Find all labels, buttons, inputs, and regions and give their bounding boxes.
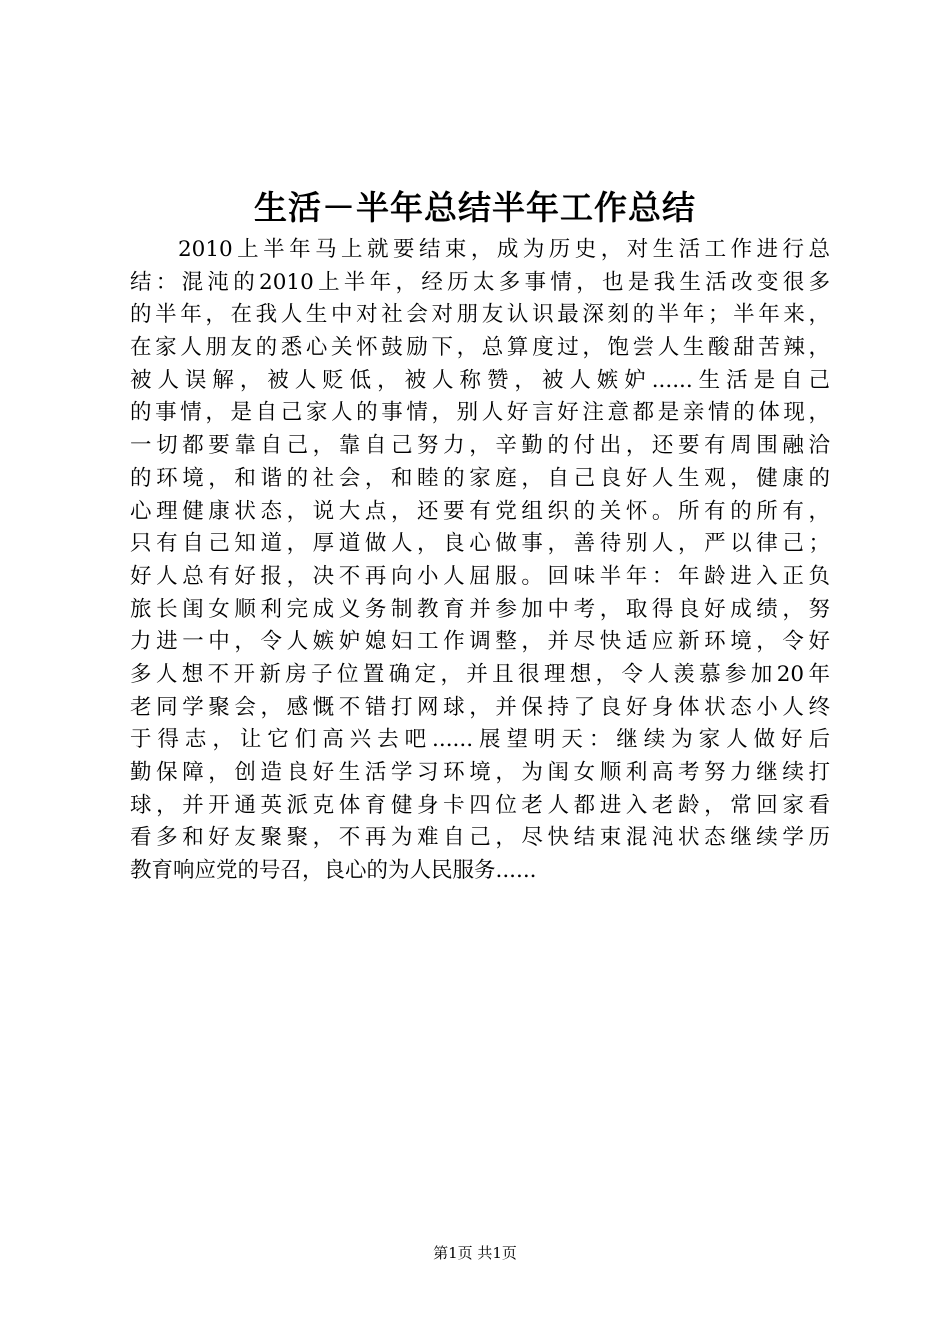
body-line: 的事情，是自己家人的事情，别人好言好注意都是亲情的体现， — [130, 400, 830, 426]
body-line: 多人想不开新房子位置确定，并且很理想，令人羡慕参加20年 — [130, 661, 830, 687]
body-line: 球，并开通英派克体育健身卡四位老人都进入老龄，常回家看 — [130, 792, 830, 818]
body-line: 老同学聚会，感慨不错打网球，并保持了良好身体状态小人终 — [130, 694, 830, 720]
body-line: 看多和好友聚聚，不再为难自己，尽快结束混沌状态继续学历 — [130, 825, 830, 851]
body-line: 2010上半年马上就要结束，成为历史，对生活工作进行总 — [178, 237, 830, 262]
body-line: 旅长闺女顺利完成义务制教育并参加中考，取得良好成绩，努 — [130, 596, 830, 622]
body-line: 被人误解，被人贬低，被人称赞，被人嫉妒......生活是自己 — [130, 367, 830, 393]
document-title: 生活－半年总结半年工作总结 — [254, 188, 696, 227]
body-line: 只有自己知道，厚道做人，良心做事，善待别人，严以律己； — [130, 531, 830, 557]
body-line: 在家人朋友的悉心关怀鼓励下，总算度过，饱尝人生酸甜苦辣， — [130, 335, 830, 361]
body-line: 教育响应党的号召，良心的为人民服务...... — [130, 858, 537, 884]
body-line: 勤保障，创造良好生活学习环境，为闺女顺利高考努力继续打 — [130, 760, 830, 785]
body-line: 的环境，和谐的社会，和睦的家庭，自己良好人生观，健康的 — [130, 465, 830, 491]
document-body — [130, 234, 830, 888]
body-line: 好人总有好报，决不再向小人屈服。回味半年：年龄进入正负 — [130, 563, 830, 589]
body-line: 心理健康状态，说大点，还要有党组织的关怀。所有的所有， — [130, 498, 830, 524]
body-line: 的半年，在我人生中对社会对朋友认识最深刻的半年；半年来， — [130, 302, 830, 328]
page-footer: 第1页 共1页 — [433, 1244, 517, 1262]
body-line: 力进一中，令人嫉妒媳妇工作调整，并尽快适应新环境，令好 — [130, 629, 830, 655]
body-line: 结：混沌的2010上半年，经历太多事情，也是我生活改变很多 — [130, 269, 830, 295]
body-line: 一切都要靠自己，靠自己努力，辛勤的付出，还要有周围融洽 — [130, 433, 830, 459]
body-line: 于得志，让它们高兴去吧......展望明天：继续为家人做好后 — [130, 727, 830, 753]
